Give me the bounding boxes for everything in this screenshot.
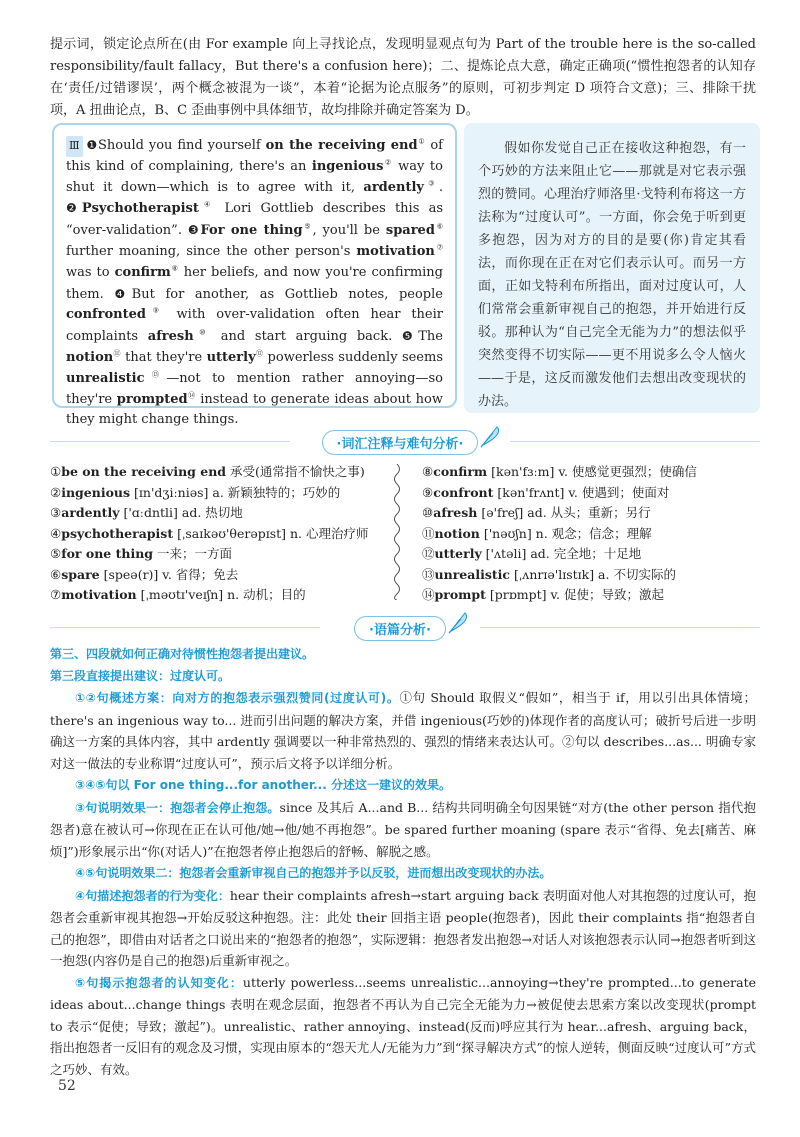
note-9: ⑨ — [145, 307, 166, 316]
note-12: ⑫ — [255, 349, 264, 358]
note-4: ④ — [198, 201, 216, 210]
note-7: ⑦ — [434, 243, 443, 252]
term-prompted: prompted — [116, 391, 188, 407]
sentence-marker-3: ❸ — [187, 223, 201, 238]
s1-g: . — [438, 179, 443, 195]
analysis-para-6: ⑤句揭示抱怨者的认知变化：utterly powerless...seems unrealistic...annoying→they're prompted...to generate ideas about...change things 表明在观念层面，抱怨者不再认为自己完全无能为力→被促使去思索方案以改变现状(prompt to 表示“促使；导致；激起”)。unrealistic、rather annoying、instead(反而)呼应其行为 hear...afresh、arguing back，指出抱怨者一反旧有的观念及习惯，实现由原本的“怨天尤人/无能为力”到“探寻解决方式”的惊人逆转，侧面反映“过度认可”方式之巧妙、有效。 — [50, 974, 756, 1077]
term-receiving-end: on the receiving end — [265, 138, 418, 153]
s5-e: powerless suddenly seems — [263, 349, 444, 365]
vocab-title-pill — [322, 430, 479, 455]
term-notion: notion — [66, 349, 114, 365]
sentence-marker-4: ❹ — [114, 286, 132, 301]
analysis-heading-2: 第三段直接提出建议：过度认可。 — [50, 668, 231, 683]
passage-section — [52, 123, 762, 428]
feather-pen-icon — [443, 609, 471, 637]
chinese-translation-box — [464, 123, 760, 413]
note-5: ⑤ — [302, 222, 313, 231]
analysis-para-5: ④句描述抱怨者的行为变化：hear their complaints afresh→start arguing back 表明面对他人对其抱怨的过度认可，抱怨者会重新审视其抱怨→开始反驳这种抱怨。注：此处 their 回指主语 people(抱怨者)，因此 their complaints 指“抱怨者自己的抱怨”，即借由对话者之口说出来的“抱怨者的抱怨”，实际逻辑：抱怨者发出抱怨→对话人对该抱怨表示认同→抱怨者听到这一抱怨(内容仍是自己的抱怨)后重新审视之。 — [50, 887, 756, 968]
note-13: ⑬ — [144, 370, 167, 379]
s5-g: —not to mention rather annoying—so they're — [66, 370, 443, 407]
s2-b: Lori Gottlieb describes this as “over-validation”. — [66, 201, 443, 239]
analysis-title: ·语篇分析· — [369, 623, 431, 638]
sentence-marker-5: ❺ — [401, 329, 419, 344]
note-14: ⑭ — [187, 391, 196, 400]
note-3: ③ — [423, 179, 439, 188]
vocab-item: ⑧confirm [kən'fɜːm] v. 使感觉更强烈；使确信 — [422, 464, 697, 479]
vocab-item: ④psychotherapist [ˌsaɪkəʊ'θerəpɪst] n. 心理治疗师 — [50, 525, 369, 541]
vocab-item: ⑪notion ['nəʊʃn] n. 观念；信念；理解 — [422, 525, 652, 541]
vocab-item: ⑩afresh [ə'freʃ] ad. 从头；重新；另行 — [422, 505, 651, 520]
s5-a: The — [418, 329, 443, 345]
vocabulary-list — [50, 462, 760, 602]
vocab-item: ⑥spare [speə(r)] v. 省得；免去 — [50, 566, 239, 582]
term-utterly: utterly — [206, 349, 256, 365]
analysis-para-4: ④⑤句说明效果二：抱怨者会重新审视自己的抱怨并予以反驳，进而想出改变现状的办法。 — [75, 866, 552, 880]
term-psychotherapist: Psychotherapist — [81, 201, 199, 217]
note-6: ⑥ — [434, 222, 444, 231]
s3-h: her beliefs, and now you're confirming them. — [66, 264, 443, 302]
wavy-divider — [388, 464, 406, 600]
intro-text: 提示词，锁定论点所在(由 For example 向上寻找论点，发现明显观点句为 Part of the trouble here is the so-called responsibility/fault fallacy，But there's a confusion here)；二、提炼论点大意，确定正确项(“惯性抱怨者的认知存在‘责任/过错谬误’，两个概念被混为一谈”，本着“论据为论点服务”的原则，可初步判定 D 项符合文意)；三、排除干扰项，A 扭曲论点，B、C 歪曲事例中具体细节，故均排除并确定答案为 D。 — [50, 37, 756, 118]
vocab-item: ②ingenious [ɪn'dʒiːniəs] a. 新颖独特的；巧妙的 — [50, 484, 341, 500]
s5-c: that they're — [120, 349, 207, 365]
analysis-section-header — [0, 616, 800, 641]
term-afresh: afresh — [147, 329, 194, 345]
vocab-column-right — [422, 462, 752, 606]
intro-paragraph — [50, 34, 756, 122]
s1-c: of this kind of complaining, there's an — [66, 138, 443, 174]
paragraph-numeral: Ⅲ — [66, 136, 83, 157]
note-10: ⑩ — [193, 328, 212, 337]
note-11: ⑪ — [113, 349, 121, 358]
vocab-section-header — [0, 430, 800, 455]
sentence-marker-2: ❷ — [66, 201, 82, 216]
translation-text: 假如你发觉自己正在接收这种抱怨，有一个巧妙的方法来阻止它——那就是对它表示强烈的赞同。心理治疗师洛里·戈特利布将这一方法称为“过度认可”。一方面，你会免于听到更多抱怨，因为对方的目的是要(你)肯定其看法，而你现在正在对它们表示认可。而另一方面，正如戈特利布所指出，面对过度认可，人们常常会重新审视自己的抱怨，并开始进行反驳。那种认为“自己完全无能为力”的想法似乎突然变得不切实际——更不用说多么令人恼火——于是，这反而激发他们去想出改变现状的办法。 — [478, 141, 746, 409]
vocab-column-left — [50, 462, 380, 606]
analysis-para-1: ①②句概述方案：向对方的抱怨表示强烈赞同(过度认可)。①句 Should 取假义“假如”，相当于 if，用以引出具体情境；there's an ingenious way to... 进而引出问题的解决方案，并借 ingenious(巧妙的)体现作者的高度认可；破折号后进一步明确这一方案的具体内容，其中 ardently 强调要以一种非常热烈的、强烈的情绪来表达认可。②句以 describes...as... 明确专家对这一做法的专业称谓“过度认可”，预示后文将予以详细分析。 — [50, 690, 756, 771]
english-passage-box — [52, 123, 457, 428]
feather-pen-icon — [475, 423, 503, 451]
note-8: ⑧ — [170, 264, 179, 273]
s3-d: further moaning, since the other person's — [66, 243, 357, 259]
s4-a: But for another, as Gottlieb notes, people — [131, 286, 443, 302]
term-confirm: confirm — [114, 264, 171, 280]
term-ardently: ardently — [363, 179, 424, 195]
vocab-item: ⑬unrealistic [ˌʌnrɪə'lɪstɪk] a. 不切实际的 — [422, 566, 676, 582]
s5-i: instead to generate ideas about how they might change things. — [66, 391, 443, 428]
s4-e: and start arguing back. — [211, 329, 393, 345]
sentence-marker-1: ❶ — [85, 138, 98, 152]
analysis-heading-1: 第三、四段就如何正确对待惯性抱怨者提出建议。 — [50, 647, 315, 661]
s1-a: Should you find yourself — [97, 138, 266, 153]
vocab-item: ⑨confront [kən'frʌnt] v. 使遇到；使面对 — [422, 484, 670, 500]
s1-e: way to shut it down—which is to agree with it, — [66, 158, 443, 195]
discourse-analysis — [50, 644, 756, 1080]
term-confronted: confronted — [66, 307, 146, 323]
vocab-item: ③ardently ['ɑːdntli] ad. 热切地 — [50, 505, 243, 520]
analysis-para-3: ③句说明效果一：抱怨者会停止抱怨。since 及其后 A...and B... 结构共同明确全句因果链“对方(the other person 指代抱怨者)意在被认可→你现在正在认可他/她→他/她不再抱怨”。be spared further moaning (spare 表示“省得、免去[痛苦、麻烦]”)形象展示出“你(对话人)”在抱怨者停止抱怨后的舒畅、解脱之感。 — [50, 799, 756, 859]
vocab-item: ⑦motivation [ˌməʊtɪ'veɪʃn] n. 动机；目的 — [50, 587, 306, 602]
term-ingenious: ingenious — [311, 158, 384, 174]
vocab-item: ⑤for one thing 一来；一方面 — [50, 546, 233, 561]
vocab-item: ⑫utterly ['ʌtəli] ad. 完全地；十足地 — [422, 546, 642, 561]
term-unrealistic: unrealistic — [66, 370, 145, 386]
vocab-item: ①be on the receiving end 承受(通常指不愉快之事) — [50, 464, 365, 479]
term-spared: spared — [385, 223, 435, 239]
term-for-one-thing: For one thing — [200, 223, 303, 239]
s3-b: , you'll be — [312, 223, 386, 239]
analysis-title-pill — [354, 616, 446, 641]
vocab-title: ·词汇注释与难句分析· — [336, 437, 464, 452]
term-motivation: motivation — [356, 243, 435, 259]
page-number: 52 — [58, 1078, 76, 1094]
note-2: ② — [383, 158, 393, 167]
analysis-para-2: ③④⑤句以 For one thing...for another... 分述这一建议的效果。 — [75, 778, 451, 792]
note-1: ① — [417, 137, 426, 146]
s3-f: was to — [66, 264, 115, 280]
s4-c: with over-validation often hear their complaints — [66, 307, 443, 345]
vocab-item: ⑭prompt [prɒmpt] v. 促使；导致；激起 — [422, 587, 665, 602]
